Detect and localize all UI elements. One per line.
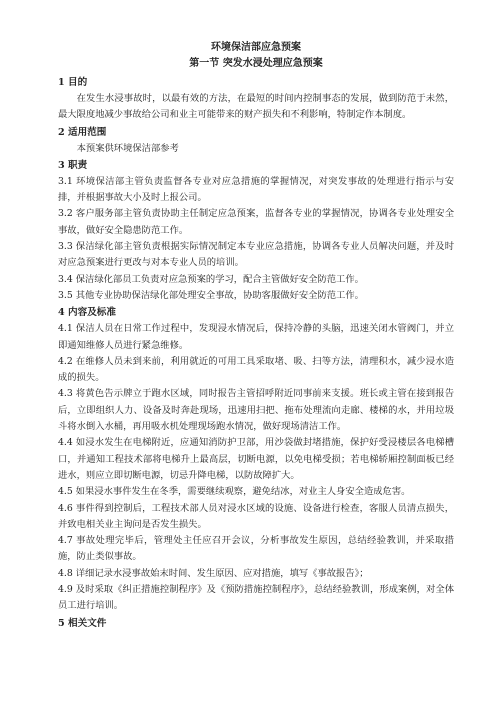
item-4-1: 4.1 保洁人员在日常工作过程中，发现浸水情况后，保持冷静的头脑，迅速关闭水管阀门，并立即通知维修人员进行紧急维修。	[58, 323, 454, 351]
item-4-8: 4.8 详细记录水浸事故始末时间、发生原因、应对措施，填写《事故报告》；	[58, 567, 369, 579]
item-4-6: 4.6 事件得到控制后，工程技术部人员对浸水区域的设施、设备进行检查，客服人员清点损失，并致电相关业主询问是否发生损失。	[58, 502, 454, 530]
item-3-4: 3.4 保洁绿化部员工负责对应急预案的学习，配合主管做好安全防范工作。	[58, 273, 364, 285]
item-4-7: 4.7 事故处理完毕后，管理处主任应召开会议，分析事故发生原因，总结经验教训，并采取措施，防止类似事故。	[58, 535, 454, 563]
item-4-5: 4.5 如果浸水事件发生在冬季，需要继续观察，避免结冰，对业主人身安全造成危害。	[58, 486, 411, 498]
paragraph-purpose: 在发生水浸事故时，以最有效的方法，在最短的时间内控制事态的发展，做到防范于未然，最大限度地减少事故给公司和业主可能带来的财产损失和不利影响，特制定作本制度。	[58, 93, 454, 121]
item-3-1: 3.1 环境保洁部主管负责监督各专业对应急措施的掌握情况，对突发事故的处理进行指示与安排，并根据事故大小及时上报公司。	[58, 175, 454, 204]
item-3-5: 3.5 其他专业协助保洁绿化部处理安全事故，协助客服做好安全防范工作。	[58, 289, 364, 301]
item-4-4: 4.4 如浸水发生在电梯附近，应通知消防护卫部，用沙袋做封堵措施，保护好受浸楼层各电梯槽口，并通知工程技术部将电梯升上最高层，切断电源，以免电梯受损；若电梯轿厢控制面板已经进水，则应立即切断电源，切忌升降电梯，以防故障扩大。	[58, 437, 454, 481]
item-3-2: 3.2 客户服务部主管负责协助主任制定应急预案，监督各专业的掌握情况，协调各专业处理安全事故，做好安全隐患防范工作。	[58, 208, 454, 236]
heading-purpose: 1 目的	[58, 77, 88, 88]
heading-related-documents: 5 相关文件	[58, 617, 107, 629]
item-4-2: 4.2 在维修人员未到来前，利用就近的可用工具采取堵、吸、扫等方法，清理积水，减少浸水造成的损失。	[58, 355, 454, 384]
heading-responsibilities: 3 职责	[58, 159, 88, 171]
paragraph-scope: 本预案供环境保洁部参考	[76, 142, 179, 154]
section-subtitle: 第一节 突发水浸处理应急预案	[189, 58, 323, 69]
heading-content-standards: 4 内容及标准	[58, 307, 116, 319]
item-3-3: 3.3 保洁绿化部主管负责根据实际情况制定本专业应急措施，协调各专业人员解决问题，并及时对应急预案进行更改与对本专业人员的培训。	[58, 241, 454, 269]
item-4-3: 4.3 将黄色告示牌立于跑水区域，同时报告主管招呼附近同事前来支援。班长或主管在接到报告后，立即组织人力、设备及时奔赴现场，迅速用扫把、拖布处理流向走廊、楼梯的水，并用垃圾斗将水倒入水桶，再用吸水机处理现场跑水情况，做好现场清洁工作。	[58, 388, 454, 433]
item-4-9: 4.9 及时采取《纠正措施控制程序》及《预防措施控制程序》，总结经验教训，形成案例，对全体员工进行培训。	[58, 584, 454, 612]
heading-scope: 2 适用范围	[58, 126, 107, 138]
document-title: 环境保洁部应急预案	[211, 42, 301, 53]
